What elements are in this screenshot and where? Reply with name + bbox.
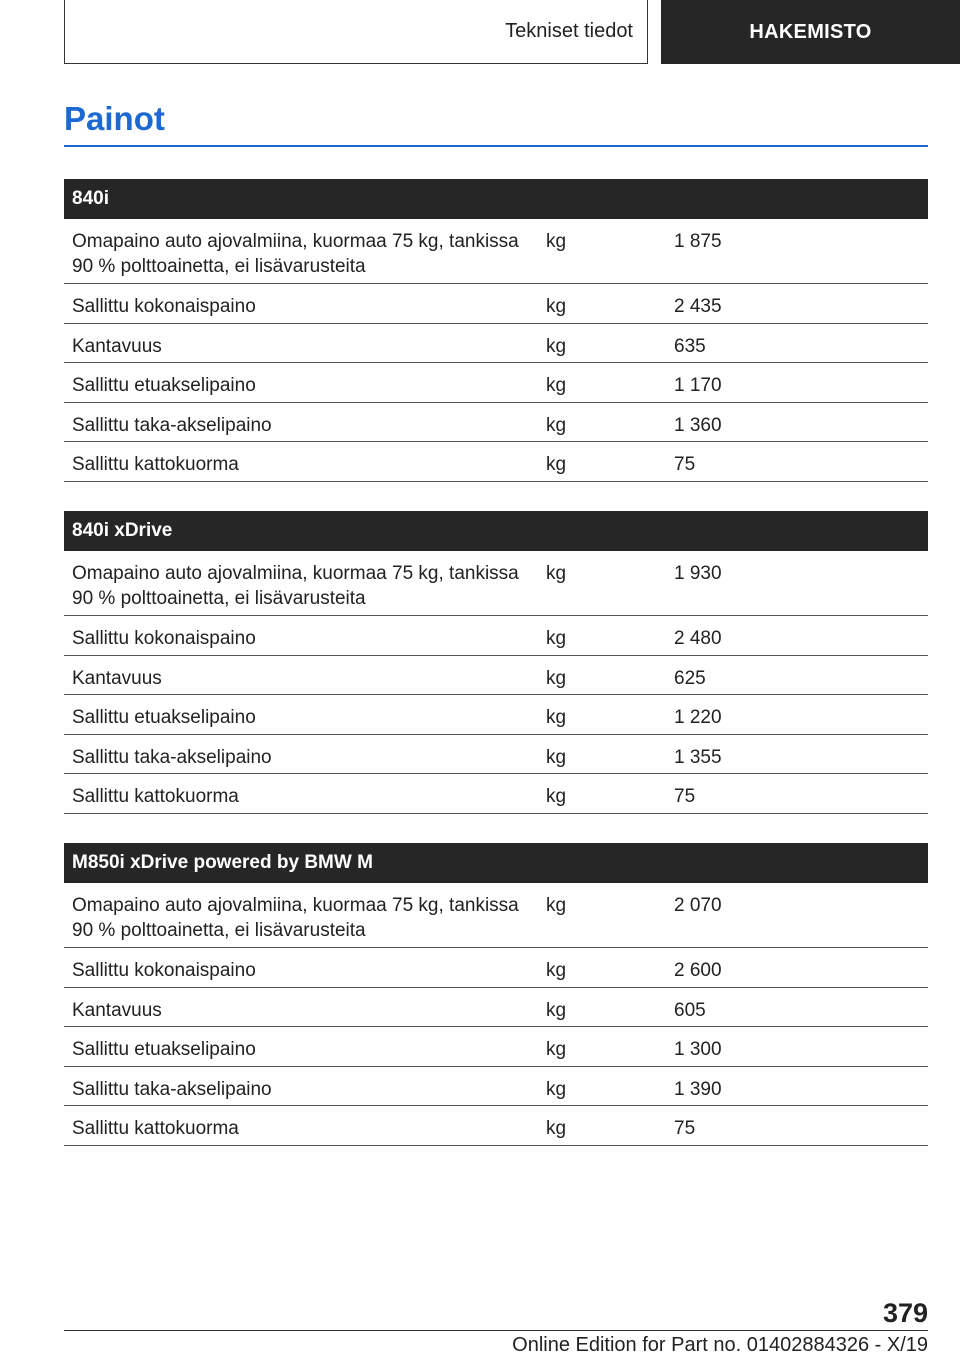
row-label: Omapaino auto ajovalmiina, kuormaa 75 kg, tankissa 90 % polttoainetta, ei lisävarusteita bbox=[72, 231, 519, 277]
table-row bbox=[64, 656, 928, 696]
row-unit: kg bbox=[546, 999, 567, 1021]
table-row bbox=[64, 948, 928, 988]
row-unit: kg bbox=[546, 231, 567, 252]
page-number: 379 bbox=[882, 1298, 928, 1328]
row-label: Omapaino auto ajovalmiina, kuormaa 75 kg, tankissa 90 % polttoainetta, ei lisävarusteita bbox=[72, 563, 519, 609]
row-label: Sallittu taka-akselipaino bbox=[72, 746, 272, 768]
row-value: 1 170 bbox=[674, 375, 722, 397]
row-unit: kg bbox=[546, 746, 567, 768]
table-row bbox=[64, 324, 928, 364]
row-unit: kg bbox=[546, 786, 567, 808]
table-row bbox=[64, 363, 928, 403]
row-label: Sallittu kattokuorma bbox=[72, 454, 239, 476]
row-unit: kg bbox=[546, 563, 567, 584]
row-value: 1 300 bbox=[674, 1039, 722, 1061]
row-label: Sallittu taka-akselipaino bbox=[72, 414, 272, 436]
row-value: 2 480 bbox=[674, 628, 722, 649]
row-unit: kg bbox=[546, 335, 567, 357]
row-unit: kg bbox=[546, 895, 567, 916]
row-value: 635 bbox=[674, 335, 706, 357]
row-value: 1 875 bbox=[674, 231, 722, 252]
row-label: Kantavuus bbox=[72, 335, 162, 357]
page-header bbox=[64, 0, 960, 66]
row-value: 1 220 bbox=[674, 707, 722, 729]
index-tab[interactable]: HAKEMISTO bbox=[661, 0, 960, 64]
row-unit: kg bbox=[546, 296, 567, 317]
row-value: 75 bbox=[674, 454, 696, 476]
row-unit: kg bbox=[546, 1078, 567, 1100]
table-row bbox=[64, 695, 928, 735]
weights-table-840i-xdrive bbox=[64, 511, 928, 814]
row-value: 625 bbox=[674, 667, 706, 689]
row-label: Omapaino auto ajovalmiina, kuormaa 75 kg, tankissa 90 % polttoainetta, ei lisävarusteita bbox=[72, 895, 519, 941]
row-label: Sallittu kokonaispaino bbox=[72, 960, 256, 981]
weights-table-840i bbox=[64, 179, 928, 482]
weights-table-m850i-xdrive bbox=[64, 843, 928, 1146]
row-value: 1 355 bbox=[674, 746, 722, 768]
row-label: Sallittu taka-akselipaino bbox=[72, 1078, 272, 1100]
row-value: 1 390 bbox=[674, 1078, 722, 1100]
table-heading: M850i xDrive powered by BMW M bbox=[64, 843, 928, 883]
footer-divider bbox=[64, 1330, 928, 1331]
row-value: 2 600 bbox=[674, 960, 722, 981]
row-label: Sallittu etuakselipaino bbox=[72, 707, 256, 729]
page-title: Painot bbox=[64, 100, 165, 137]
table-row bbox=[64, 774, 928, 814]
table-row bbox=[64, 284, 928, 324]
table-row bbox=[64, 1106, 928, 1146]
row-unit: kg bbox=[546, 628, 567, 649]
table-row bbox=[64, 988, 928, 1028]
table-row bbox=[64, 442, 928, 482]
row-value: 1 360 bbox=[674, 414, 722, 436]
table-row bbox=[64, 219, 928, 284]
section-tab[interactable]: Tekniset tiedot bbox=[64, 0, 648, 64]
table-row bbox=[64, 1027, 928, 1067]
table-row bbox=[64, 883, 928, 948]
row-label: Sallittu kokonaispaino bbox=[72, 296, 256, 317]
row-value: 2 435 bbox=[674, 296, 722, 317]
row-label: Kantavuus bbox=[72, 667, 162, 689]
row-label: Sallittu kattokuorma bbox=[72, 786, 239, 808]
row-unit: kg bbox=[546, 707, 567, 729]
row-label: Sallittu kattokuorma bbox=[72, 1118, 239, 1140]
row-value: 75 bbox=[674, 1118, 696, 1140]
row-unit: kg bbox=[546, 1039, 567, 1061]
table-row bbox=[64, 403, 928, 443]
row-value: 75 bbox=[674, 786, 696, 808]
row-value: 1 930 bbox=[674, 563, 722, 584]
row-label: Sallittu kokonaispaino bbox=[72, 628, 256, 649]
row-label: Sallittu etuakselipaino bbox=[72, 1039, 256, 1061]
row-unit: kg bbox=[546, 1118, 567, 1140]
row-value: 2 070 bbox=[674, 895, 722, 916]
row-unit: kg bbox=[546, 667, 567, 689]
row-label: Sallittu etuakselipaino bbox=[72, 375, 256, 397]
table-row bbox=[64, 1067, 928, 1107]
table-row bbox=[64, 551, 928, 616]
table-heading: 840i bbox=[64, 179, 928, 219]
row-unit: kg bbox=[546, 375, 567, 397]
row-unit: kg bbox=[546, 414, 567, 436]
row-value: 605 bbox=[674, 999, 706, 1021]
row-unit: kg bbox=[546, 454, 567, 476]
table-row bbox=[64, 735, 928, 775]
table-row bbox=[64, 616, 928, 656]
row-label: Kantavuus bbox=[72, 999, 162, 1021]
footer-edition-text: Online Edition for Part no. 01402884326 - X/19 bbox=[512, 1334, 928, 1356]
row-unit: kg bbox=[546, 960, 567, 981]
table-heading: 840i xDrive bbox=[64, 511, 928, 551]
title-divider bbox=[64, 145, 928, 147]
